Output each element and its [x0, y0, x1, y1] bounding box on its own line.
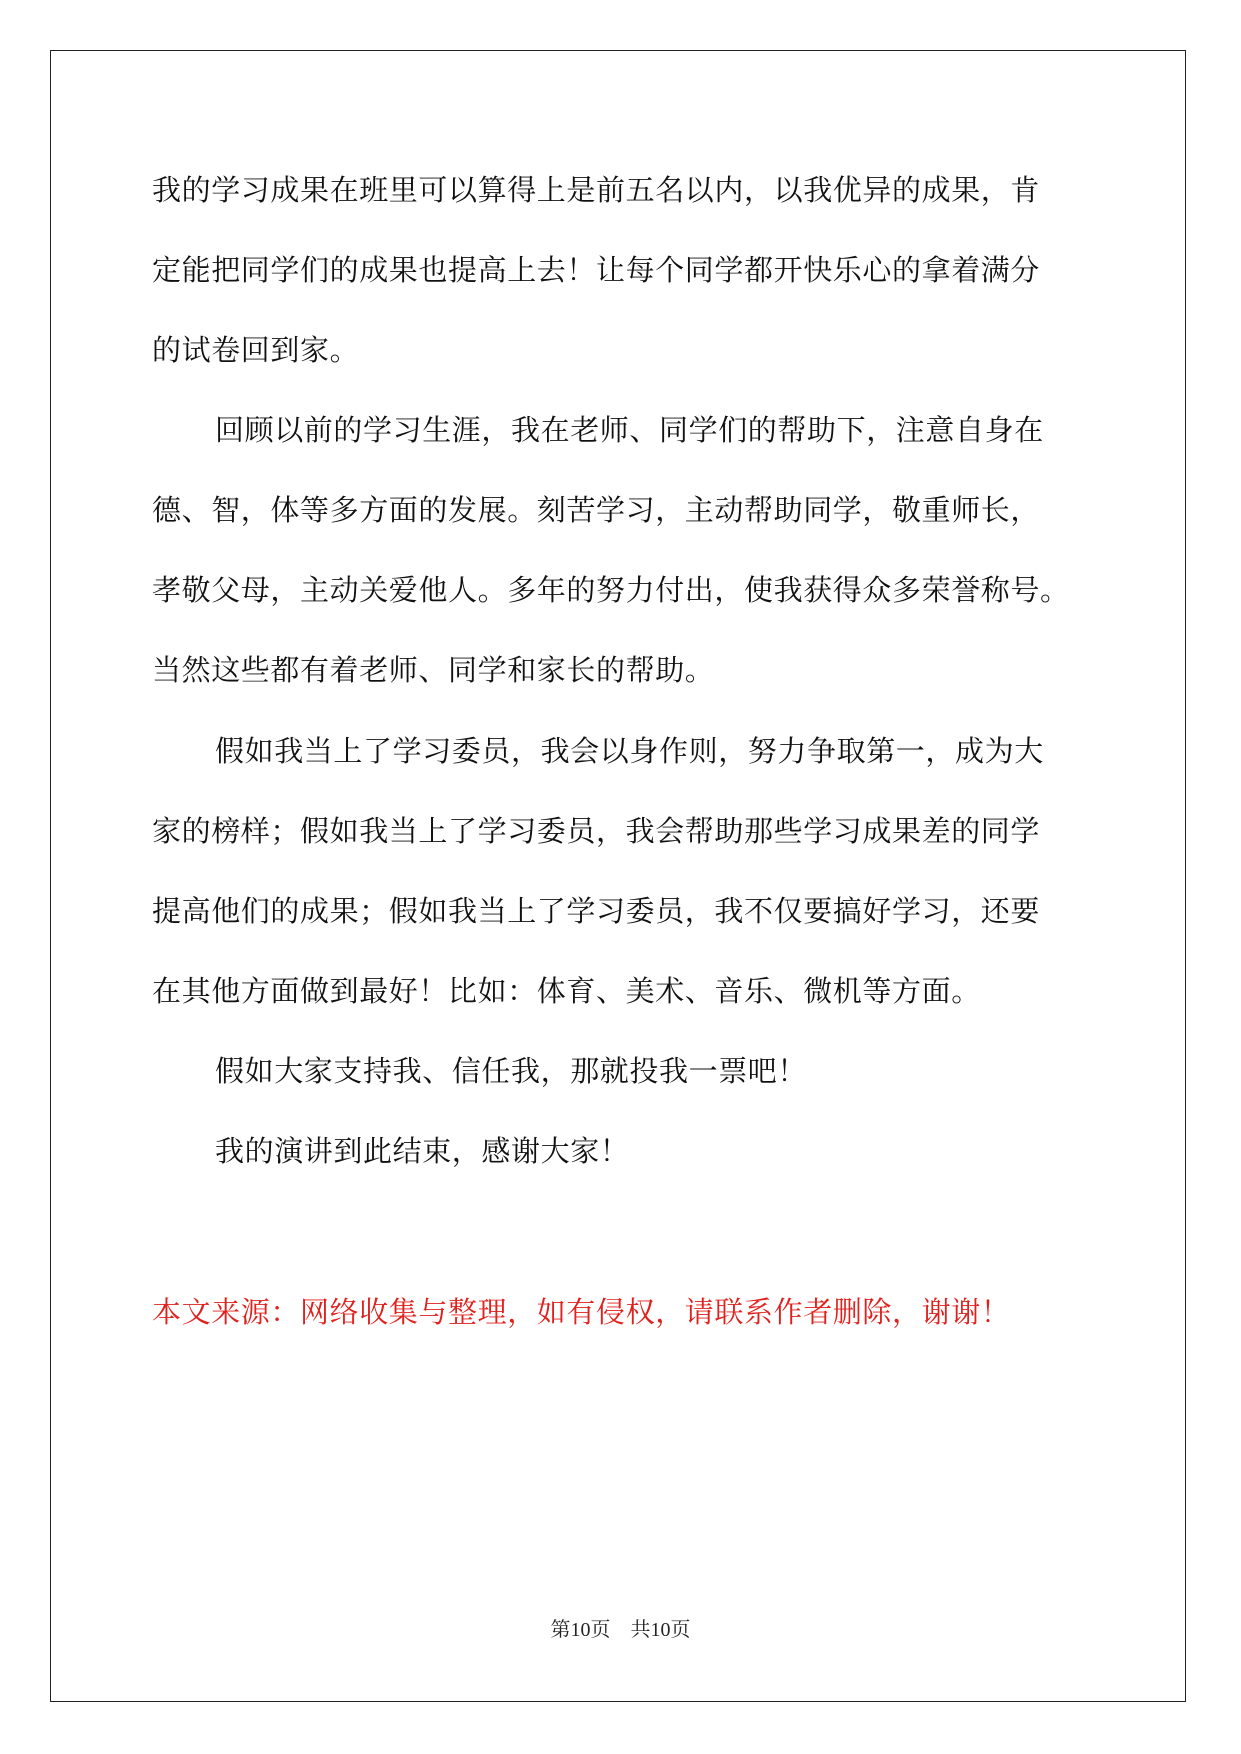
body-line-3: 的试卷回到家。 [152, 333, 360, 367]
body-line-4: 回顾以前的学习生涯，我在老师、同学们的帮助下，注意自身在 [215, 413, 1044, 447]
body-line-5: 德、智，体等多方面的发展。刻苦学习，主动帮助同学，敬重师长， [152, 493, 1041, 527]
body-line-1: 我的学习成果在班里可以算得上是前五名以内，以我优异的成果，肯 [152, 173, 1041, 207]
source-note: 本文来源：网络收集与整理，如有侵权，请联系作者删除，谢谢！ [152, 1295, 1011, 1329]
body-line-2: 定能把同学们的成果也提高上去！让每个同学都开快乐心的拿着满分 [152, 253, 1041, 287]
body-line-8: 假如我当上了学习委员，我会以身作则，努力争取第一，成为大 [215, 734, 1044, 768]
body-line-7: 当然这些都有着老师、同学和家长的帮助。 [152, 653, 715, 687]
body-line-11: 在其他方面做到最好！比如：体育、美术、音乐、微机等方面。 [152, 974, 981, 1008]
page-frame [50, 50, 1186, 1702]
body-line-6: 孝敬父母，主动关爱他人。多年的努力付出，使我获得众多荣誉称号。 [152, 573, 1070, 607]
body-line-10: 提高他们的成果；假如我当上了学习委员，我不仅要搞好学习，还要 [152, 894, 1041, 928]
body-line-9: 家的榜样；假如我当上了学习委员，我会帮助那些学习成果差的同学 [152, 814, 1041, 848]
body-line-13: 我的演讲到此结束，感谢大家！ [215, 1134, 630, 1168]
body-line-12: 假如大家支持我、信任我，那就投我一票吧！ [215, 1054, 808, 1088]
page-number-footer: 第10页 共10页 [550, 1619, 691, 1641]
